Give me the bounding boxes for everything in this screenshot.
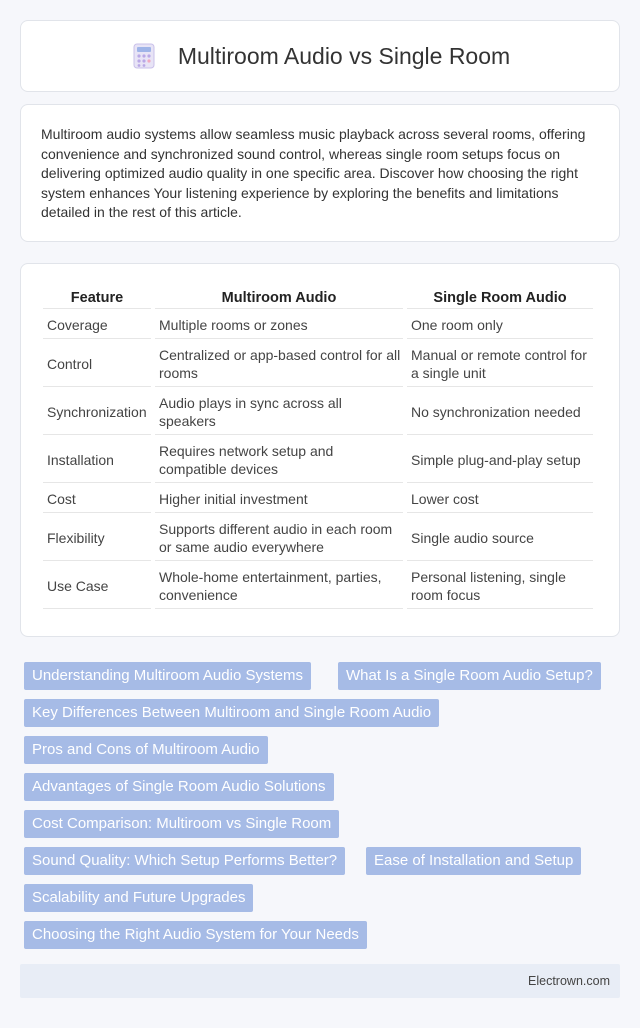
table-cell: Whole-home entertainment, parties, convenience <box>155 563 403 609</box>
table-header-row <box>43 286 593 309</box>
table-cell: Coverage <box>43 311 151 339</box>
table-cell: Higher initial investment <box>155 485 403 513</box>
table-cell: Centralized or app-based control for all rooms <box>155 341 403 387</box>
table-cell: Single audio source <box>407 515 593 561</box>
calculator-icon <box>130 42 158 70</box>
table-cell: Personal listening, single room focus <box>407 563 593 609</box>
tag-pros-cons[interactable]: Pros and Cons of Multiroom Audio <box>24 736 268 764</box>
table-cell: Flexibility <box>43 515 151 561</box>
title-card <box>20 20 620 92</box>
table-cell: Installation <box>43 437 151 483</box>
table-cell: Manual or remote control for a single unit <box>407 341 593 387</box>
page-title: Multiroom Audio vs Single Room <box>177 42 511 69</box>
table-cell: Lower cost <box>407 485 593 513</box>
table-cell: Simple plug-and-play setup <box>407 437 593 483</box>
tag-sound-quality[interactable]: Sound Quality: Which Setup Performs Better? <box>24 847 345 875</box>
tag-cost-comparison[interactable]: Cost Comparison: Multiroom vs Single Room <box>24 810 339 838</box>
table-row <box>43 341 593 387</box>
footer-site-name: Electrown.com <box>528 974 610 988</box>
comparison-table-card <box>20 263 620 637</box>
table-row <box>43 437 593 483</box>
comparison-table <box>39 284 597 611</box>
table-cell: Cost <box>43 485 151 513</box>
table-row <box>43 389 593 435</box>
tag-scalability[interactable]: Scalability and Future Upgrades <box>24 884 253 912</box>
table-cell: Use Case <box>43 563 151 609</box>
tag-choosing-system[interactable]: Choosing the Right Audio System for Your Needs <box>24 921 367 949</box>
table-cell: Synchronization <box>43 389 151 435</box>
table-row <box>43 311 593 339</box>
table-cell: Control <box>43 341 151 387</box>
tag-single-room-setup[interactable]: What Is a Single Room Audio Setup? <box>338 662 601 690</box>
intro-card <box>20 104 620 242</box>
tag-key-differences[interactable]: Key Differences Between Multiroom and Single Room Audio <box>24 699 439 727</box>
header-single-room: Single Room Audio <box>407 286 593 309</box>
tag-understanding-multiroom[interactable]: Understanding Multiroom Audio Systems <box>24 662 311 690</box>
header-feature: Feature <box>43 286 151 309</box>
table-row <box>43 515 593 561</box>
tag-advantages-single-room[interactable]: Advantages of Single Room Audio Solutions <box>24 773 334 801</box>
intro-text: Multiroom audio systems allow seamless music playback across several rooms, offering convenience and synchronized sound control, whereas single room setups focus on delivering optimized audio quality in one specific area. Discover how choosing the right system enhances Your listening experience by exploring the benefits and limitations detailed in the rest of this article. <box>41 126 586 220</box>
table-cell: Requires network setup and compatible devices <box>155 437 403 483</box>
header-multiroom: Multiroom Audio <box>155 286 403 309</box>
footer <box>20 964 620 998</box>
table-row <box>43 563 593 609</box>
table-cell: Audio plays in sync across all speakers <box>155 389 403 435</box>
table-cell: Supports different audio in each room or same audio everywhere <box>155 515 403 561</box>
tag-ease-installation[interactable]: Ease of Installation and Setup <box>366 847 581 875</box>
table-row <box>43 485 593 513</box>
table-cell: No synchronization needed <box>407 389 593 435</box>
table-cell: Multiple rooms or zones <box>155 311 403 339</box>
table-cell: One room only <box>407 311 593 339</box>
